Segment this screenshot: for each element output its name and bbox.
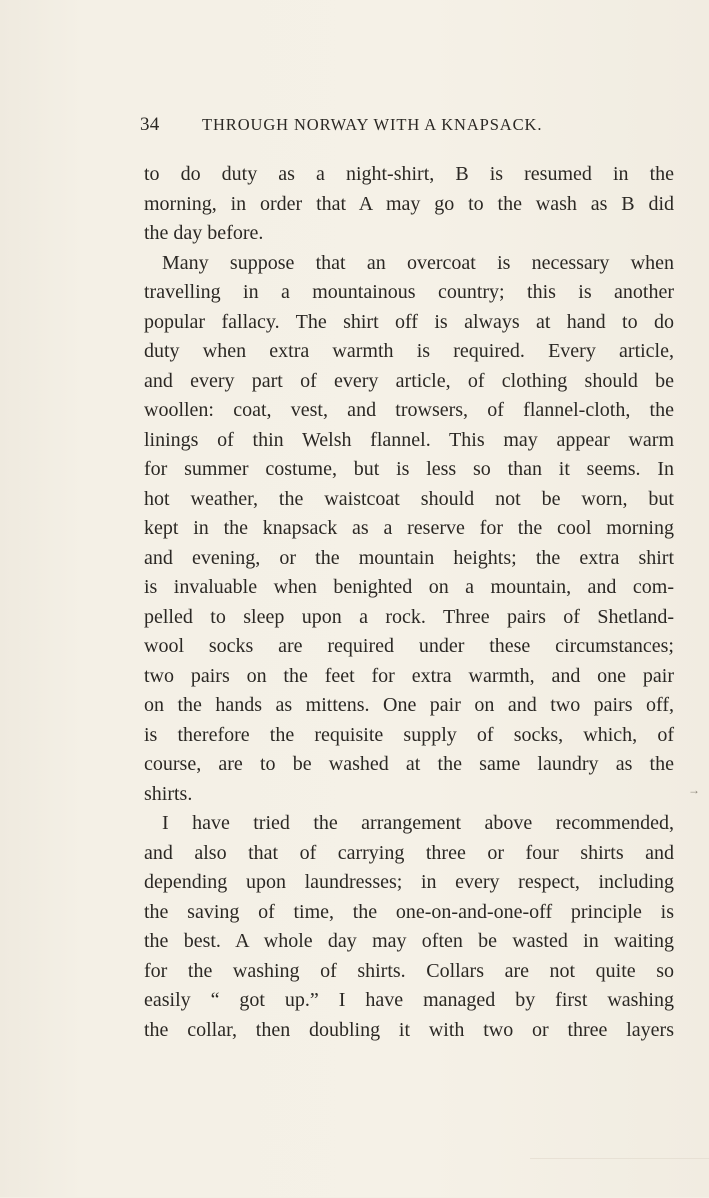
text-line: woollen: coat, vest, and trowsers, of flannel-cloth, the [144, 399, 674, 421]
text-line: to do duty as a night-shirt, B is resumed in the [144, 163, 674, 185]
text-line: morning, in order that A may go to the wash as B did [144, 192, 674, 215]
text-line: easily “ got up.” I have managed by first washing [144, 989, 674, 1011]
text-line: the best. A whole day may often be wasted in waiting [144, 930, 674, 952]
text-line: popular fallacy. The shirt off is always at hand to do [144, 310, 674, 333]
text-line: shirts. [144, 782, 193, 805]
text-line: is therefore the requisite supply of socks, which, of [144, 723, 674, 746]
text-line: the saving of time, the one-on-and-one-off principle is [144, 900, 674, 923]
text-line: Many suppose that an overcoat is necessary when [162, 251, 674, 274]
text-line: is invaluable when benighted on a mountain, and com- [144, 576, 674, 598]
running-title: THROUGH NORWAY WITH A KNAPSACK. [202, 115, 543, 134]
text-line: for the washing of shirts. Collars are not quite so [144, 959, 674, 982]
text-line: hot weather, the waistcoat should not be worn, but [144, 487, 674, 510]
text-line: for summer costume, but is less so than it seems. In [144, 458, 674, 480]
text-line: depending upon laundresses; in every respect, including [144, 871, 674, 893]
text-line: and every part of every article, of clothing should be [144, 369, 674, 392]
margin-mark-icon: → [688, 783, 700, 797]
text-line: the collar, then doubling it with two or three layers [144, 1018, 674, 1041]
page-header [140, 114, 606, 138]
text-line: wool socks are required under these circumstances; [144, 635, 674, 657]
text-line: travelling in a mountainous country; this is another [144, 281, 674, 303]
text-line: and evening, or the mountain heights; the extra shirt [144, 546, 674, 569]
page-number: 34 [140, 114, 160, 135]
body-text [144, 160, 674, 1045]
scan-edge [530, 1158, 709, 1198]
text-line: I have tried the arrangement above recommended, [162, 812, 674, 834]
text-line: linings of thin Welsh flannel. This may appear warm [144, 428, 674, 451]
text-line: two pairs on the feet for extra warmth, and one pair [144, 664, 674, 687]
text-line: kept in the knapsack as a reserve for the cool morning [144, 517, 674, 539]
text-line: the day before. [144, 222, 264, 244]
text-line: on the hands as mittens. One pair on and two pairs off, [144, 694, 674, 716]
text-line: duty when extra warmth is required. Every article, [144, 340, 674, 362]
text-line: and also that of carrying three or four shirts and [144, 841, 674, 864]
text-line: course, are to be washed at the same laundry as the [144, 753, 674, 775]
text-line: pelled to sleep upon a rock. Three pairs of Shetland- [144, 605, 674, 628]
